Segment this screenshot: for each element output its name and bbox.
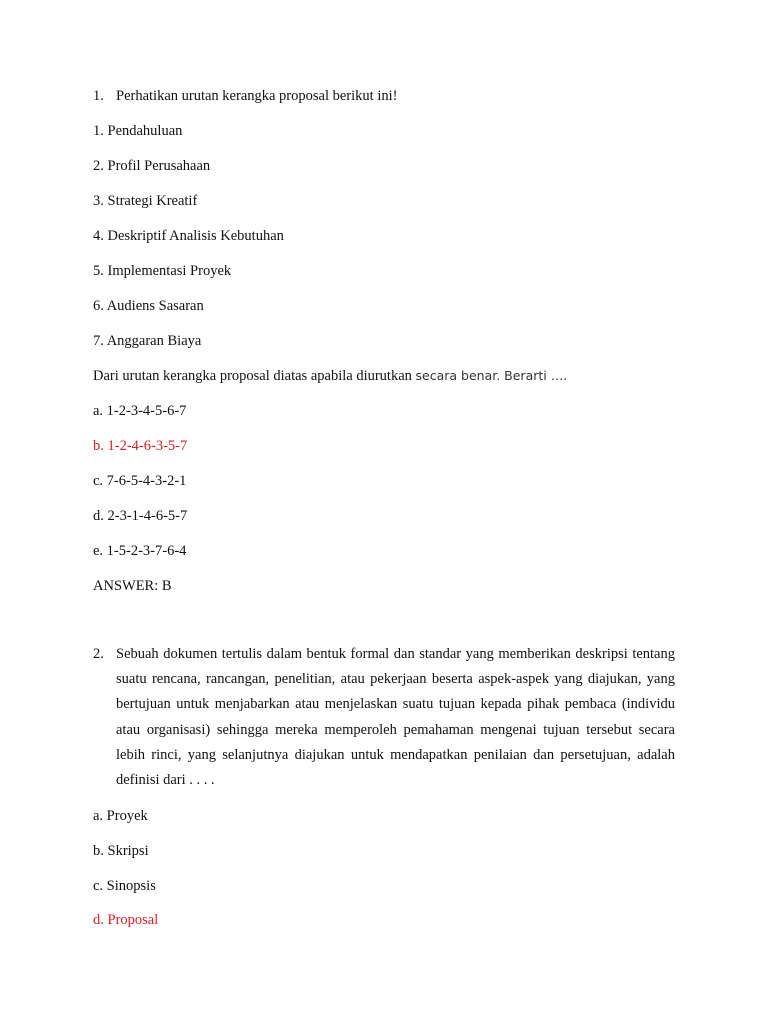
q1-list-item-6: 6. Audiens Sasaran	[93, 298, 204, 314]
q2-option-c: c. Sinopsis	[93, 878, 156, 894]
q1-list-item-4: 4. Deskriptif Analisis Kebutuhan	[93, 228, 284, 244]
q1-option-c: c. 7-6-5-4-3-2-1	[93, 473, 187, 489]
q1-number: 1.	[93, 88, 104, 104]
q1-list-item-7: 7. Anggaran Biaya	[93, 333, 202, 349]
q2-stem: Sebuah dokumen tertulis dalam bentuk formal dan standar yang memberikan deskripsi tentang suatu rencana, rancangan, penelitian, atau pekerjaan beserta aspek-aspek yang diajukan, yang bertujuan untuk menjabarkan atau menjelaskan suatu tujuan kepada pihak pembaca (individu atau organisasi) sehingga mereka memperoleh pemahaman mengenai tujuan tersebut secara lebih rinci, yang selanjutnya diajukan untuk mendapatkan penilaian dan persetujuan, adalah definisi dari . . . .	[116, 646, 675, 789]
q1-stem-line	[93, 87, 397, 105]
q1-question	[93, 367, 567, 385]
q2-option-b: b. Skripsi	[93, 843, 149, 859]
q2-option-a: a. Proyek	[93, 808, 148, 824]
q1-question-serif: Dari urutan kerangka proposal diatas apabila diurutkan	[93, 368, 416, 384]
q1-stem: Perhatikan urutan kerangka proposal berikut ini!	[116, 88, 398, 104]
q1-option-e: e. 1-5-2-3-7-6-4	[93, 543, 187, 559]
q2-option-d-correct: d. Proposal	[93, 912, 159, 928]
q1-list-item-3: 3. Strategi Kreatif	[93, 193, 198, 209]
q1-option-b-correct: b. 1-2-4-6-3-5-7	[93, 438, 188, 454]
q1-list-item-1: 1. Pendahuluan	[93, 123, 183, 139]
q1-question-sans: secara benar. Berarti ….	[415, 368, 568, 383]
q1-option-d: d. 2-3-1-4-6-5-7	[93, 508, 188, 524]
q2-stem-paragraph	[93, 642, 675, 793]
q1-answer: ANSWER: B	[93, 578, 172, 594]
q2-number: 2.	[93, 646, 104, 662]
q1-list-item-2: 2. Profil Perusahaan	[93, 158, 211, 174]
q1-list-item-5: 5. Implementasi Proyek	[93, 263, 232, 279]
q1-option-a: a. 1-2-3-4-5-6-7	[93, 403, 187, 419]
